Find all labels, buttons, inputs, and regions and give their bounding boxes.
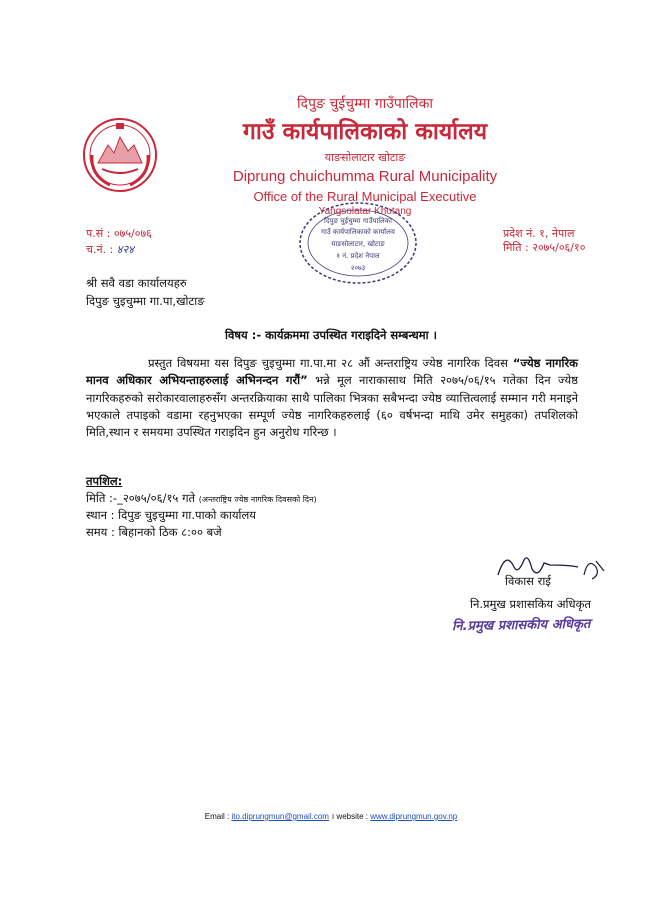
stamp-line-3: याङसोलाटार, खोटाङ <box>331 240 385 248</box>
subject-line: विषय :- कार्यक्रममा उपस्थित गराइदिने सम्बन्धमा । <box>225 328 437 342</box>
address-english: Yangsolatar Khotang <box>318 206 412 217</box>
details-date <box>86 490 317 509</box>
footer-website-link[interactable]: www.diprungmun.gov.np <box>370 812 458 821</box>
recipient-line-2: दिपुङ चुइचुम्मा गा.पा,खोटाङ <box>86 294 205 308</box>
stamp-line-1: दिपुङ चुईचुम्मा गाउँपालिका <box>324 217 392 225</box>
municipality-name-english: Diprung chuichumma Rural Municipality <box>232 168 498 185</box>
footer-separator: । website : <box>331 812 371 821</box>
office-title-english: Office of the Rural Municipal Executive <box>253 189 477 204</box>
dispatch-value: ४२४ <box>116 243 134 256</box>
stamp-line-5: २०७३ <box>350 264 366 272</box>
footer-contact <box>0 811 662 822</box>
stamp-line-2: गाउँ कार्यपालिकाको कार्यालय <box>321 228 395 236</box>
office-title-nepali: गाउँ कार्यपालिकाको कार्यालय <box>242 119 488 145</box>
province-label: प्रदेश नं. १, नेपाल <box>503 227 575 240</box>
designation-stamp: नि.प्रमुख प्रशासकीय अधिकृत <box>451 616 591 635</box>
stamp-line-4: १ नं. प्रदेश नेपाल <box>336 252 380 260</box>
details-place: स्थान : दिपुङ चुइचुम्मा गा.पाको कार्यालय <box>86 508 256 522</box>
nepal-emblem-icon <box>80 115 160 195</box>
letter-date: मिति : २०७५/०६/१० <box>503 241 586 254</box>
body-intro: प्रस्तुत विषयमा यस दिपुङ चुइचुम्मा गा.पा.मा २८ औं अन्तराष्ट्रिय ज्येष्ठ नागरिक दिवस <box>148 356 508 370</box>
details-date-value: मिति :-_२०७५/०६/१५ गते <box>86 491 196 505</box>
reference-number: प.सं : ०७५/०७६ <box>86 227 152 240</box>
municipality-name-nepali: दिपुङ चुईचुम्मा गाउँपालिका <box>297 96 433 112</box>
signatory-name: विकास राई <box>505 574 551 588</box>
address-nepali: याङसोलाटार खोटाङ <box>324 151 406 164</box>
footer-email-link[interactable]: ito.diprungmun@gmail.com <box>231 812 329 821</box>
dispatch-label: च.नं. : <box>86 243 114 256</box>
details-date-note: (अन्तराष्ट्रिय ज्येष्ठ नागरिक दिवसको दिन) <box>198 495 317 504</box>
body-slogan: “ज्येष्ठ नागरिक मानव अधिकार अभियन्ताहरुलाई अभिनन्दन गरौं” <box>86 356 578 388</box>
body-paragraph <box>86 355 578 441</box>
recipient-line-1: श्री सवै वडा कार्यालयहरु <box>86 276 187 290</box>
footer-email-label: Email : <box>204 812 230 821</box>
body-rest: भन्ने मूल नाराकासाथ मिति २०७५/०६/१५ गतेका दिन ज्येष्ठ नागरिकहरुको सरोकारवालाहरुसँग अन्तरक्रियाका साथै पालिका भित्रका सबैभन्दा ज्येष्ठ व्यात्तित्वलाई सम्मान गरी मनाइने भएकाले तपाइको वडामा रहनुभएका सम्पूर्ण ज्येष्ठ नागरिकहरुलाई (६० वर्षभन्दा माथि उमेर समुहका) तपशिलको मिति,स्थान र समयमा उपस्थित गराइदिन हुन अनुरोध गरिन्छ । <box>86 373 579 440</box>
details-time: समय : बिहानको ठिक ८:०० बजे <box>86 525 222 539</box>
official-stamp <box>296 198 420 288</box>
dispatch-number <box>86 242 134 257</box>
details-heading: तपशिल: <box>86 474 123 488</box>
signatory-title: नि.प्रमुख प्रशासकिय अधिकृत <box>470 597 591 611</box>
